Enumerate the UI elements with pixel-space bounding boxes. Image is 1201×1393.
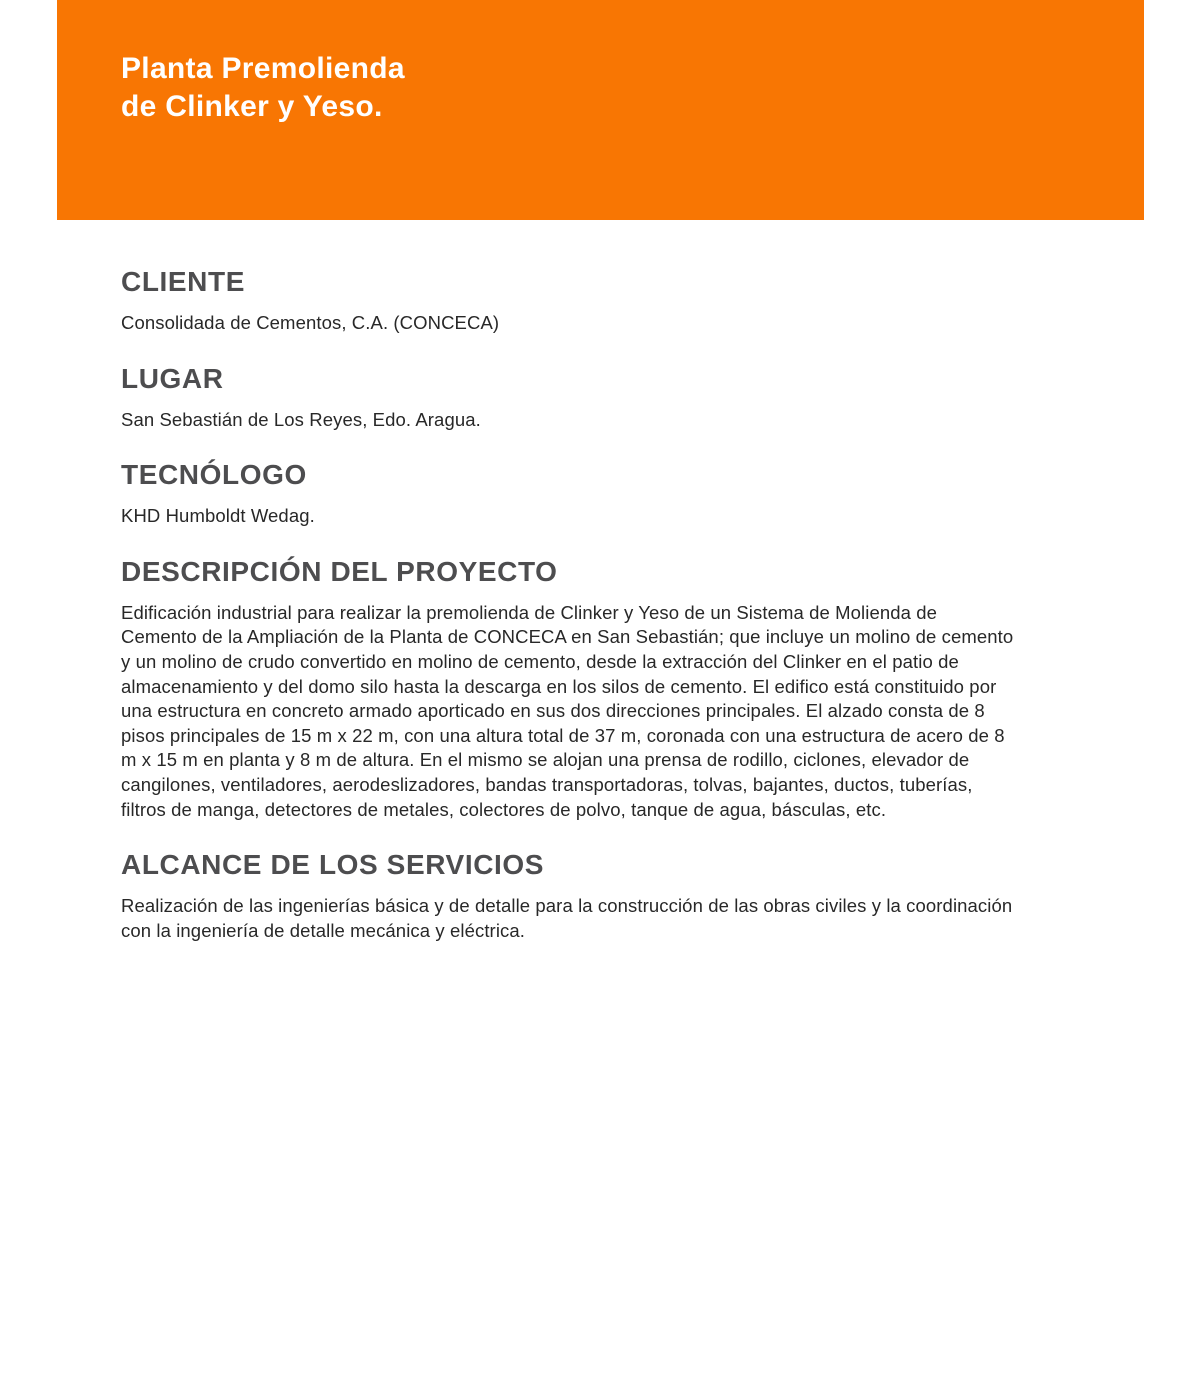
section-body-alcance: Realización de las ingenierías básica y de detalle para la construcción de las obras civiles y la coordinación con la ingeniería de detalle mecánica y eléctrica. (121, 895, 1013, 941)
section-heading-alcance: ALCANCE DE LOS SERVICIOS (121, 849, 545, 881)
section-tecnologo (121, 459, 1014, 529)
section-body-lugar: San Sebastián de Los Reyes, Edo. Aragua. (121, 408, 481, 430)
section-body-cliente: Consolidada de Cementos, C.A. (CONCECA) (121, 312, 500, 333)
section-alcance-de-los-servicios (121, 849, 1014, 943)
section-body-descripcion: Edificación industrial para realizar la premolienda de Clinker y Yeso de un Sistema de Molienda de Cemento de la Ampliación de la Planta de CONCECA en San Sebastián; que incluye un molino de cemento y un molino de crudo convertido en molino de cemento, desde la extracción del Clinker en el patio de almacenamiento y del domo silo hasta la descarga en los silos de cemento. El edifico está constituido por una estructura en concreto armado aporticado en sus dos direcciones principales. El alzado consta de 8 pisos principales de 15 m x 22 m, con una altura total de 37 m, coronada con una estructura de acero de 8 m x 15 m en planta y 8 m de altura. En el mismo se alojan una prensa de rodillo, ciclones, elevador de cangilones, ventiladores, aerodeslizadores, bandas transportadoras, tolvas, bajantes, ductos, tuberías, filtros de manga, detectores de metales, colectores de polvo, tanque de agua, básculas, etc. (121, 601, 1014, 820)
section-cliente (121, 266, 1014, 336)
section-heading-cliente: CLIENTE (121, 266, 245, 297)
section-heading-lugar: LUGAR (121, 362, 224, 394)
content-area (121, 266, 1014, 943)
header-banner (57, 0, 1144, 220)
page-title-line1: Planta Premolienda (121, 52, 405, 85)
section-heading-tecnologo: TECNÓLOGO (121, 459, 307, 491)
section-heading-descripcion: DESCRIPCIÓN DEL PROYECTO (121, 555, 558, 587)
page-title (57, 0, 1144, 126)
page-title-line2: de Clinker y Yeso. (121, 90, 383, 123)
section-body-tecnologo: KHD Humboldt Wedag. (121, 505, 315, 527)
section-descripcion-del-proyecto (121, 556, 1014, 822)
section-lugar (121, 363, 1014, 433)
